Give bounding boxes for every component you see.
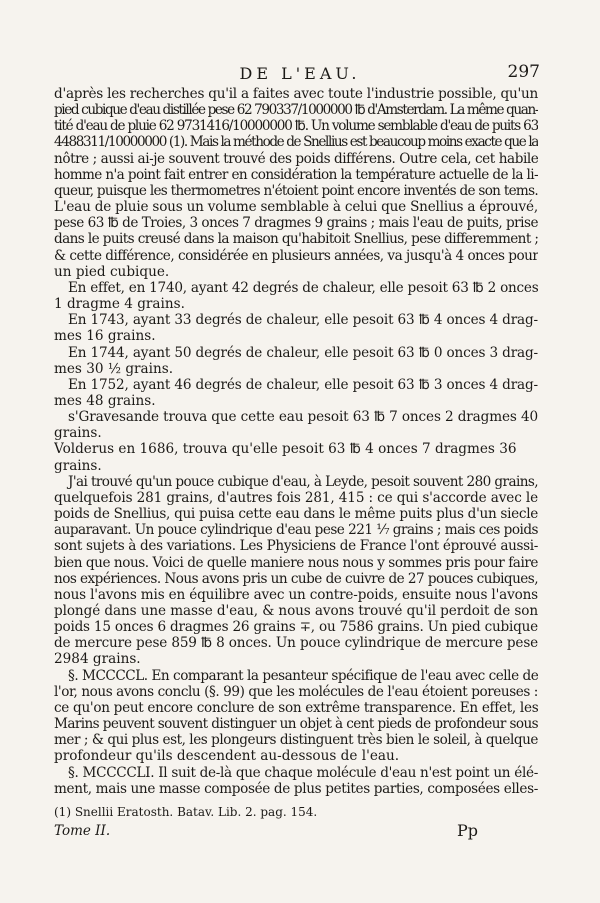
text-line: & cette différence, considérée en plusieurs années, va jusqu'à 4 onces pour bbox=[54, 247, 538, 264]
text-line: nos expériences. Nous avons pris un cube de cuivre de 27 pouces cubiques, bbox=[54, 570, 538, 587]
text-line: nous l'avons mis en équilibre avec un contre-poids, ensuite nous l'avons bbox=[54, 586, 538, 603]
text-line: ment, mais une masse composée de plus petites parties, composées elles- bbox=[54, 780, 538, 797]
text-line: bien que nous. Voici de quelle maniere nous nous y sommes pris pour faire bbox=[54, 554, 538, 571]
text-line: Marins peuvent souvent distinguer un objet à cent pieds de profondeur sous bbox=[54, 716, 538, 733]
text-line: 1 dragme 4 grains. bbox=[54, 296, 185, 313]
text-line: poids 15 onces 6 dragmes 26 grains ∓, ou 7586 grains. Un pied cubique bbox=[54, 619, 538, 636]
text-line: auparavant. Un pouce cylindrique d'eau pese 221 ⅐ grains ; mais ces poids bbox=[54, 522, 538, 539]
text-line: queur, puisque les thermometres n'étoient point encore inventés de son tems. bbox=[54, 182, 538, 199]
footnote: (1) Snellii Eratosth. Batav. Lib. 2. pag. 154. bbox=[54, 805, 318, 819]
text-line: homme n'a point fait entrer en considération la température actuelle de la li- bbox=[54, 166, 538, 183]
text-line: un pied cubique. bbox=[54, 263, 170, 280]
text-line: 4488311/10000000 (1). Mais la méthode de Snellius est beaucoup moins exacte que la bbox=[54, 134, 538, 151]
text-line: J'ai trouvé qu'un pouce cubique d'eau, à Leyde, pesoit souvent 280 grains, bbox=[68, 473, 538, 490]
text-line: mes 16 grains. bbox=[54, 328, 156, 345]
text-line: s'Gravesande trouva que cette eau pesoit 63 ℔ 7 onces 2 dragmes 40 bbox=[68, 409, 538, 426]
body-text bbox=[54, 86, 538, 797]
text-line: mes 48 grains. bbox=[54, 392, 156, 409]
text-line: mes 30 ½ grains. bbox=[54, 360, 174, 377]
text-line: §. MCCCCL. En comparant la pesanteur spécifique de l'eau avec celle de bbox=[68, 667, 538, 684]
text-line: grains. bbox=[54, 457, 102, 474]
signature-mark: Pp bbox=[456, 821, 478, 840]
text-line: grains. bbox=[54, 425, 102, 442]
text-line: dans le puits creusé dans la maison qu'habitoit Snellius, pese differemment ; bbox=[54, 231, 538, 248]
text-line: En 1744, ayant 50 degrés de chaleur, elle pesoit 63 ℔ 0 onces 3 drag- bbox=[68, 344, 538, 361]
page-number: 297 bbox=[507, 62, 540, 82]
text-line: En effet, en 1740, ayant 42 degrés de chaleur, elle pesoit 63 ℔ 2 onces bbox=[68, 279, 538, 296]
text-line: Volderus en 1686, trouva qu'elle pesoit 63 ℔ 4 onces 7 dragmes 36 bbox=[54, 441, 517, 458]
text-line: ce qu'on peut encore conclure de son extrême transparence. En effet, les bbox=[54, 699, 538, 716]
text-line: d'après les recherches qu'il a faites avec toute l'industrie possible, qu'un bbox=[54, 86, 538, 102]
text-line: plongé dans une masse d'eau, & nous avons trouvé qu'il perdoit de son bbox=[54, 603, 538, 619]
text-line: tité d'eau de pluie 62 9731416/10000000 ℔. Un volume semblable d'eau de puits 63 bbox=[54, 118, 538, 135]
text-line: l'or, nous avons conclu (§. 99) que les molécules de l'eau étoient poreuses : bbox=[54, 683, 538, 700]
text-line: poids de Snellius, qui puisa cette eau dans le même puits plus d'un siecle bbox=[54, 506, 538, 523]
text-line: En 1752, ayant 46 degrés de chaleur, elle pesoit 63 ℔ 3 onces 4 drag- bbox=[68, 376, 538, 393]
text-line: profondeur qu'ils descendent au-dessous de l'eau. bbox=[54, 748, 400, 765]
text-line: nôtre ; aussi ai-je souvent trouvé des poids différens. Outre cela, cet habile bbox=[54, 150, 538, 167]
text-line: 2984 grains. bbox=[54, 651, 141, 668]
text-line: L'eau de pluie sous un volume semblable à celui que Snellius a éprouvé, bbox=[54, 199, 538, 216]
text-line: sont sujets à des variations. Les Physiciens de France l'ont éprouvé aussi- bbox=[54, 538, 538, 555]
volume-label: Tome II. bbox=[54, 823, 111, 839]
text-line: mer ; & qui plus est, les plongeurs distinguent très bien le soleil, à quelque bbox=[54, 732, 538, 749]
page-footer bbox=[54, 823, 538, 847]
running-title: DE L'EAU. bbox=[239, 64, 361, 83]
text-line: quelquefois 281 grains, d'autres fois 281, 415 : ce qui s'accorde avec le bbox=[54, 489, 538, 506]
text-line: En 1743, ayant 33 degrés de chaleur, elle pesoit 63 ℔ 4 onces 4 drag- bbox=[68, 312, 538, 329]
text-line: pese 63 ℔ de Troies, 3 onces 7 dragmes 9 grains ; mais l'eau de puits, prise bbox=[54, 215, 538, 232]
text-line: §. MCCCCLI. Il suit de-là que chaque molécule d'eau n'est point un élé- bbox=[68, 764, 538, 781]
text-line: pied cubique d'eau distillée pese 62 790337/1000000 ℔ d'Amsterdam. La même quan- bbox=[54, 102, 538, 119]
page-header bbox=[0, 64, 600, 88]
text-line: de mercure pese 859 ℔ 8 onces. Un pouce cylindrique de mercure pese bbox=[54, 635, 538, 652]
